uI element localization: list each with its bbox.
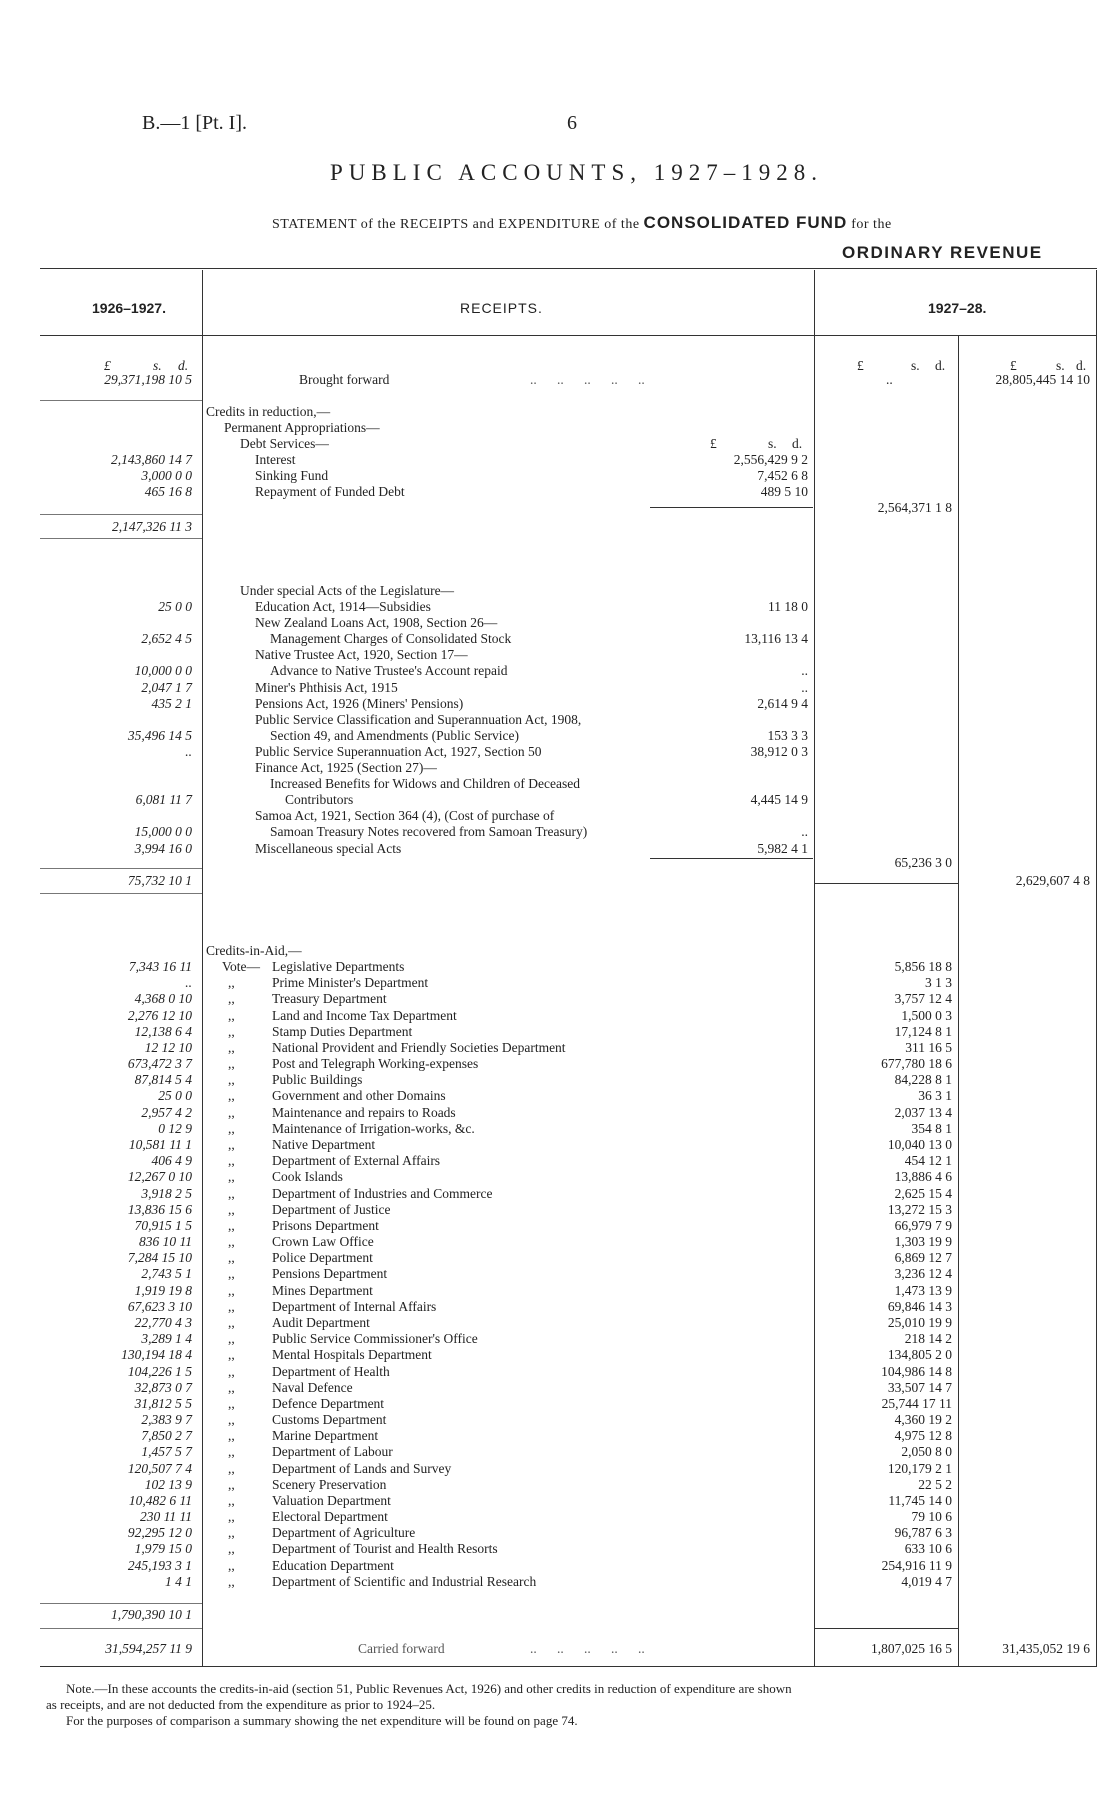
aid-row-prev: 102 13 9 (144, 1477, 192, 1492)
debt-prev-rule-2 (40, 538, 202, 539)
aid-row-prev: 406 4 9 (151, 1153, 192, 1168)
special-act-text: Public Service Classification and Superannuation Act, 1908, (255, 712, 582, 727)
debt-services-total: 2,564,371 1 8 (877, 500, 952, 515)
debt-pound-unit: £ (710, 436, 717, 451)
debt-row-amount: 2,556,429 9 2 (733, 452, 808, 467)
note-line-3: For the purposes of comparison a summary showing the net expenditure will be found on page 74. (66, 1713, 578, 1728)
aid-row-prev: 120,507 7 4 (127, 1461, 192, 1476)
ditto-mark: ,, (228, 1461, 235, 1476)
note-line-1: Note.—In these accounts the credits-in-aid (section 51, Public Revenues Act, 1926) and other credits in reduction of expenditure are shown (66, 1681, 792, 1696)
aid-row-label: Electoral Department (272, 1509, 388, 1524)
aid-row-prev: 1,919 19 8 (134, 1283, 192, 1298)
col5-shilling-unit: s. (1056, 358, 1065, 373)
aid-row-label: Mental Hospitals Department (272, 1347, 432, 1362)
aid-row-prev: 130,194 18 4 (121, 1347, 192, 1362)
aid-row-prev: 25 0 0 (158, 1088, 192, 1103)
special-act-amount: 13,116 13 4 (744, 631, 808, 646)
aid-row-amount: 79 10 6 (911, 1509, 952, 1524)
special-act-text: New Zealand Loans Act, 1908, Section 26— (255, 615, 498, 630)
aid-row-amount: 13,886 4 6 (894, 1169, 952, 1184)
aid-row-amount: 66,979 7 9 (894, 1218, 952, 1233)
aid-row-label: National Provident and Friendly Societies Department (272, 1040, 566, 1055)
ditto-mark: ,, (228, 1088, 235, 1103)
special-act-prev: 15,000 0 0 (134, 824, 192, 839)
aid-row-amount: 3 1 3 (925, 975, 952, 990)
special-prev-rule-2 (40, 893, 202, 894)
aid-row-label: Cook Islands (272, 1169, 343, 1184)
brought-forward-col4: .. (886, 372, 893, 387)
aid-row-amount: 36 3 1 (918, 1088, 952, 1103)
aid-row-prev: 1,979 15 0 (134, 1541, 192, 1556)
ditto-mark: ,, (228, 1541, 235, 1556)
aid-row-amount: 4,975 12 8 (894, 1428, 952, 1443)
ditto-mark: ,, (228, 1396, 235, 1411)
special-act-prev: 6,081 11 7 (135, 792, 192, 807)
debt-row-prev: 3,000 0 0 (141, 468, 192, 483)
aid-row-amount: 10,040 13 0 (887, 1137, 952, 1152)
aid-prev-rule (40, 1603, 202, 1604)
table-header-divider (40, 335, 1097, 336)
aid-row-amount: 104,986 14 8 (881, 1364, 952, 1379)
aid-row-prev: 230 11 11 (140, 1509, 192, 1524)
statement-subtitle (272, 213, 892, 233)
note-line-2: as receipts, and are not deducted from the expenditure as prior to 1924–25. (46, 1697, 436, 1712)
receipts-grand-total: 2,629,607 4 8 (1015, 873, 1090, 888)
aid-row-amount: 2,050 8 0 (901, 1444, 952, 1459)
subtitle-suffix: for the (851, 217, 892, 232)
brought-forward-label: Brought forward (299, 372, 390, 387)
aid-row-label: Public Service Commissioner's Office (272, 1331, 478, 1346)
aid-row-prev: 12,138 6 4 (134, 1024, 192, 1039)
debt-row-label: Interest (255, 452, 296, 467)
aid-row-label: Public Buildings (272, 1072, 363, 1087)
aid-row-amount: 25,010 19 9 (887, 1315, 952, 1330)
col-header-current-year: 1927–28. (928, 300, 987, 316)
special-act-amount: 38,912 0 3 (750, 744, 808, 759)
aid-row-prev: 12 12 10 (144, 1040, 192, 1055)
aid-row-prev: 2,743 5 1 (141, 1266, 192, 1281)
table-top-border (40, 268, 1097, 269)
special-prev-rule (40, 868, 202, 869)
col-divider-3 (958, 336, 959, 1666)
special-acts-total: 65,236 3 0 (894, 855, 952, 870)
aid-row-amount: 311 16 5 (905, 1040, 952, 1055)
aid-row-amount: 354 8 1 (911, 1121, 952, 1136)
aid-row-label: Government and other Domains (272, 1088, 446, 1103)
aid-row-label: Maintenance and repairs to Roads (272, 1105, 456, 1120)
aid-row-label: Treasury Department (272, 991, 387, 1006)
carried-forward-leaders: .. .. .. .. .. (530, 1641, 645, 1656)
debt-prev-rule (40, 514, 202, 515)
aid-row-prev: 87,814 5 4 (134, 1072, 192, 1087)
brought-forward-leaders: .. .. .. .. .. (530, 372, 645, 387)
aid-row-prev: 104,226 1 5 (127, 1364, 192, 1379)
prev-pound-unit: £ (104, 358, 111, 373)
aid-row-label: Department of Tourist and Health Resorts (272, 1541, 498, 1556)
ditto-mark: ,, (228, 1056, 235, 1071)
special-act-text: Native Trustee Act, 1920, Section 17— (255, 647, 468, 662)
aid-row-amount: 4,019 4 7 (901, 1574, 952, 1589)
aid-row-label: Mines Department (272, 1283, 373, 1298)
aid-row-prev: 673,472 3 7 (127, 1056, 192, 1071)
ditto-mark: ,, (228, 1105, 235, 1120)
aid-row-amount: 454 12 1 (904, 1153, 952, 1168)
special-act-text: Miscellaneous special Acts (255, 841, 402, 856)
special-acts-total-rule (815, 883, 958, 884)
debt-row-label: Sinking Fund (255, 468, 329, 483)
aid-row-prev: 92,295 12 0 (127, 1525, 192, 1540)
aid-row-prev: 1,457 5 7 (141, 1444, 192, 1459)
ditto-mark: ,, (228, 1137, 235, 1152)
aid-row-amount: 3,236 12 4 (894, 1266, 952, 1281)
aid-row-amount: 11,745 14 0 (888, 1493, 952, 1508)
ditto-mark: ,, (228, 1509, 235, 1524)
ditto-mark: ,, (228, 1169, 235, 1184)
aid-row-label: Maintenance of Irrigation-works, &c. (272, 1121, 475, 1136)
ditto-mark: ,, (228, 1121, 235, 1136)
ditto-mark: ,, (228, 1250, 235, 1265)
page-number: 6 (567, 112, 577, 134)
aid-row-amount: 1,473 13 9 (894, 1283, 952, 1298)
ditto-mark: ,, (228, 1428, 235, 1443)
aid-row-prev: 10,482 6 11 (128, 1493, 192, 1508)
special-act-text: Management Charges of Consolidated Stock (270, 631, 512, 646)
aid-row-amount: 5,856 18 8 (894, 959, 952, 974)
aid-row-label: Scenery Preservation (272, 1477, 387, 1492)
statement-subtitle-line2: ORDINARY REVENUE (842, 243, 1043, 262)
col5-pound-unit: £ (1010, 358, 1017, 373)
col-header-prev-year: 1926–1927. (92, 300, 166, 316)
col5-pence-unit: d. (1076, 358, 1087, 373)
special-act-text: Pensions Act, 1926 (Miners' Pensions) (255, 696, 464, 711)
aid-row-label: Department of Lands and Survey (272, 1461, 452, 1476)
aid-row-prev: 2,276 12 10 (127, 1008, 192, 1023)
credits-heading-3: Debt Services— (240, 436, 329, 451)
aid-row-label: Department of Agriculture (272, 1525, 416, 1540)
special-act-amount: .. (801, 680, 808, 695)
ditto-mark: ,, (228, 1202, 235, 1217)
aid-row-prev: 7,343 16 11 (128, 959, 192, 974)
aid-row-prev: 13,836 15 6 (127, 1202, 192, 1217)
aid-row-prev: 22,770 4 3 (134, 1315, 192, 1330)
subtitle-prefix: STATEMENT of the RECEIPTS and EXPENDITURE of the (272, 217, 640, 232)
ditto-mark: ,, (228, 1283, 235, 1298)
aid-row-label: Department of Industries and Commerce (272, 1186, 493, 1201)
aid-row-prev: 67,623 3 10 (127, 1299, 192, 1314)
debt-row-prev: 2,143,860 14 7 (111, 452, 192, 467)
aid-row-amount: 1,303 19 9 (894, 1234, 952, 1249)
aid-row-amount: 69,846 14 3 (887, 1299, 952, 1314)
aid-row-prev: 12,267 0 10 (127, 1169, 192, 1184)
debt-row-prev: 465 16 8 (144, 484, 192, 499)
special-act-prev: 3,994 16 0 (134, 841, 192, 856)
aid-row-prev: 245,193 3 1 (127, 1558, 192, 1573)
ditto-mark: ,, (228, 991, 235, 1006)
aid-row-label: Department of Justice (272, 1202, 391, 1217)
aid-row-prev: 3,289 1 4 (141, 1331, 192, 1346)
ditto-mark: ,, (228, 1040, 235, 1055)
special-act-amount: 2,614 9 4 (757, 696, 808, 711)
vote-prefix: Vote— (222, 959, 261, 974)
col4-pound-unit: £ (857, 358, 864, 373)
aid-row-amount: 134,805 2 0 (887, 1347, 952, 1362)
aid-row-amount: 4,360 19 2 (894, 1412, 952, 1427)
credits-heading-1: Credits in reduction,— (206, 404, 331, 419)
report-reference: B.—1 [Pt. I]. (142, 112, 247, 134)
special-act-text: Public Service Superannuation Act, 1927, Section 50 (255, 744, 542, 759)
special-act-amount: 11 18 0 (768, 599, 808, 614)
special-act-amount: 5,982 4 1 (757, 841, 808, 856)
ditto-mark: ,, (228, 1558, 235, 1573)
aid-row-label: Marine Department (272, 1428, 379, 1443)
aid-row-prev: 7,284 15 10 (127, 1250, 192, 1265)
brought-forward-rule (40, 400, 202, 401)
debt-shilling-unit: s. (768, 436, 777, 451)
aid-row-label: Education Department (272, 1558, 394, 1573)
aid-row-prev: 10,581 11 1 (128, 1137, 192, 1152)
aid-row-label: Department of External Affairs (272, 1153, 441, 1168)
special-act-text: Finance Act, 1925 (Section 27)— (255, 760, 437, 775)
aid-row-amount: 33,507 14 7 (887, 1380, 952, 1395)
carried-forward-prev: 31,594,257 11 9 (105, 1641, 192, 1656)
special-act-text: Samoan Treasury Notes recovered from Samoan Treasury) (270, 824, 588, 839)
aid-row-label: Department of Internal Affairs (272, 1299, 437, 1314)
table-right-border (1096, 270, 1097, 1666)
ditto-mark: ,, (228, 1234, 235, 1249)
aid-row-amount: 84,228 8 1 (894, 1072, 952, 1087)
aid-row-label: Prime Minister's Department (272, 975, 429, 990)
ditto-mark: ,, (228, 1024, 235, 1039)
special-act-text: Samoa Act, 1921, Section 364 (4), (Cost of purchase of (255, 808, 555, 823)
aid-row-label: Naval Defence (272, 1380, 353, 1395)
special-acts-heading: Under special Acts of the Legislature— (240, 583, 455, 598)
carried-forward-label: Carried forward (358, 1641, 445, 1656)
aid-row-amount: 6,869 12 7 (894, 1250, 952, 1265)
aid-row-amount: 25,744 17 11 (881, 1396, 952, 1411)
ditto-mark: ,, (228, 1574, 235, 1589)
aid-row-label: Pensions Department (272, 1266, 388, 1281)
page-title: PUBLIC ACCOUNTS, 1927–1928. (330, 160, 823, 185)
special-act-prev: 25 0 0 (158, 599, 192, 614)
debt-pence-unit: d. (792, 436, 803, 451)
ditto-mark: ,, (228, 1493, 235, 1508)
special-act-amount: .. (801, 824, 808, 839)
subtitle-fund: CONSOLIDATED FUND (643, 213, 848, 232)
ditto-mark: ,, (228, 1218, 235, 1233)
ditto-mark: ,, (228, 1299, 235, 1314)
aid-row-prev: 31,812 5 5 (134, 1396, 192, 1411)
aid-row-amount: 2,625 15 4 (894, 1186, 952, 1201)
carried-forward-col5: 31,435,052 19 6 (1002, 1641, 1090, 1656)
credits-in-aid-prev-total: 1,790,390 10 1 (111, 1607, 192, 1622)
aid-row-amount: 218 14 2 (904, 1331, 952, 1346)
aid-row-prev: 70,915 1 5 (134, 1218, 192, 1233)
aid-row-amount: 120,179 2 1 (887, 1461, 952, 1476)
aid-row-amount: 13,272 15 3 (887, 1202, 952, 1217)
special-act-text: Contributors (285, 792, 354, 807)
aid-row-amount: 677,780 18 6 (881, 1056, 952, 1071)
ditto-mark: ,, (228, 1008, 235, 1023)
aid-row-amount: 1,500 0 3 (901, 1008, 952, 1023)
aid-row-amount: 22 5 2 (918, 1477, 952, 1492)
special-act-text: Miner's Phthisis Act, 1915 (255, 680, 398, 695)
aid-row-label: Department of Scientific and Industrial Research (272, 1574, 537, 1589)
debt-row-amount: 489 5 10 (760, 484, 808, 499)
aid-row-label: Land and Income Tax Department (272, 1008, 457, 1023)
ditto-mark: ,, (228, 1412, 235, 1427)
aid-row-amount: 17,124 8 1 (894, 1024, 952, 1039)
col-header-receipts: RECEIPTS. (460, 300, 543, 316)
aid-row-label: Legislative Departments (272, 959, 405, 974)
special-acts-amount-rule (650, 858, 813, 859)
ditto-mark: ,, (228, 1347, 235, 1362)
aid-row-prev: 7,850 2 7 (141, 1428, 192, 1443)
col4-pence-unit: d. (935, 358, 946, 373)
special-act-text: Increased Benefits for Widows and Children of Deceased (270, 776, 580, 791)
aid-row-prev: 2,383 9 7 (141, 1412, 192, 1427)
aid-row-prev: .. (185, 975, 192, 990)
aid-row-prev: 32,873 0 7 (134, 1380, 192, 1395)
ditto-mark: ,, (228, 1153, 235, 1168)
special-act-text: Advance to Native Trustee's Account repaid (270, 663, 508, 678)
debt-row-label: Repayment of Funded Debt (255, 484, 405, 499)
aid-row-amount: 633 10 6 (904, 1541, 952, 1556)
ditto-mark: ,, (228, 1364, 235, 1379)
special-act-text: Education Act, 1914—Subsidies (255, 599, 431, 614)
aid-row-label: Defence Department (272, 1396, 385, 1411)
aid-row-prev: 836 10 11 (139, 1234, 192, 1249)
special-act-prev: 10,000 0 0 (134, 663, 192, 678)
debt-services-rule (650, 507, 813, 508)
carried-forward-col4: 1,807,025 16 5 (871, 1641, 952, 1656)
special-act-prev: .. (185, 744, 192, 759)
aid-row-label: Department of Labour (272, 1444, 393, 1459)
brought-forward-col5: 28,805,445 14 10 (995, 372, 1090, 387)
ditto-mark: ,, (228, 1380, 235, 1395)
ditto-mark: ,, (228, 1444, 235, 1459)
debt-row-amount: 7,452 6 8 (757, 468, 808, 483)
ditto-mark: ,, (228, 1072, 235, 1087)
ditto-mark: ,, (228, 1315, 235, 1330)
special-act-prev: 35,496 14 5 (127, 728, 192, 743)
ditto-mark: ,, (228, 1525, 235, 1540)
special-acts-prev-total: 75,732 10 1 (127, 873, 192, 888)
aid-amount-rule (815, 1628, 958, 1629)
aid-row-label: Police Department (272, 1250, 373, 1265)
aid-row-amount: 96,787 6 3 (894, 1525, 952, 1540)
aid-row-label: Customs Department (272, 1412, 387, 1427)
aid-row-label: Department of Health (272, 1364, 390, 1379)
aid-row-label: Post and Telegraph Working-expenses (272, 1056, 479, 1071)
brought-forward-prev: 29,371,198 10 5 (104, 372, 192, 387)
special-act-amount: 4,445 14 9 (750, 792, 808, 807)
aid-row-label: Prisons Department (272, 1218, 379, 1233)
aid-row-prev: 4,368 0 10 (134, 991, 192, 1006)
ditto-mark: ,, (228, 1266, 235, 1281)
aid-row-prev: 0 12 9 (158, 1121, 192, 1136)
ditto-mark: ,, (228, 1477, 235, 1492)
col-divider-1 (202, 270, 203, 1666)
prev-pence-unit: d. (178, 358, 189, 373)
aid-row-label: Stamp Duties Department (272, 1024, 413, 1039)
special-act-amount: .. (801, 663, 808, 678)
debt-services-prev-total: 2,147,326 11 3 (112, 519, 192, 534)
ditto-mark: ,, (228, 1186, 235, 1201)
table-bottom-border (40, 1666, 1097, 1667)
special-act-text: Section 49, and Amendments (Public Service) (270, 728, 519, 743)
aid-row-label: Crown Law Office (272, 1234, 374, 1249)
credits-heading-2: Permanent Appropriations— (224, 420, 380, 435)
aid-row-amount: 3,757 12 4 (894, 991, 952, 1006)
col4-shilling-unit: s. (911, 358, 920, 373)
aid-row-prev: 2,957 4 2 (141, 1105, 192, 1120)
special-act-prev: 2,047 1 7 (141, 680, 192, 695)
credits-in-aid-heading: Credits-in-Aid,— (206, 943, 302, 958)
ditto-mark: ,, (228, 1331, 235, 1346)
aid-row-prev: 1 4 1 (165, 1574, 192, 1589)
aid-row-amount: 254,916 11 9 (881, 1558, 952, 1573)
prev-shilling-unit: s. (153, 358, 162, 373)
aid-row-prev: 3,918 2 5 (141, 1186, 192, 1201)
special-act-prev: 2,652 4 5 (141, 631, 192, 646)
aid-row-amount: 2,037 13 4 (894, 1105, 952, 1120)
aid-row-label: Native Department (272, 1137, 376, 1152)
aid-row-label: Audit Department (272, 1315, 370, 1330)
special-act-amount: 153 3 3 (767, 728, 808, 743)
aid-prev-rule-2 (40, 1628, 202, 1629)
aid-row-label: Valuation Department (272, 1493, 391, 1508)
special-act-prev: 435 2 1 (151, 696, 192, 711)
ditto-mark: ,, (228, 975, 235, 990)
